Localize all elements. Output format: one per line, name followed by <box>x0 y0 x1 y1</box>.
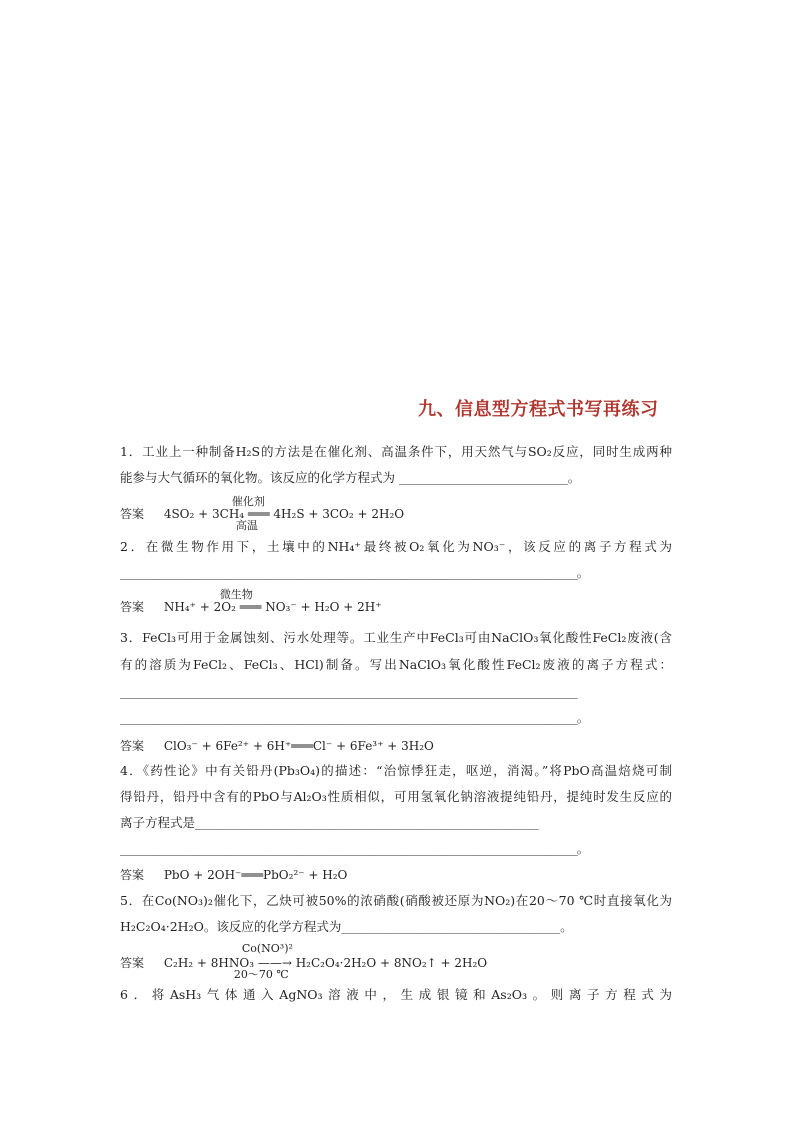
q4-text-line3: 离子方程式是_______________________________________________________ <box>120 815 539 830</box>
q3-text-line4: ______________________________________________________________________。 <box>120 710 589 725</box>
q1-condition-bottom: 高温 <box>235 519 258 532</box>
q4-text-line1: 4．《药性论》中有关铅丹(Pb₃O₄)的描述：“治惊悸狂走，呕逆，消渴。”将PbO高温焙烧可制 <box>120 763 672 778</box>
q5-condition-bottom: 20～70 ℃ <box>233 968 289 981</box>
q1-text-line1: 1．工业上一种制备H₂S的方法是在催化剂、高温条件下，用天然气与SO₂反应，同时生成两种 <box>120 444 672 459</box>
q1-condition-top: 催化剂 <box>231 495 265 508</box>
q4-text-line4: ______________________________________________________________________。 <box>120 841 589 856</box>
page-title: 九、信息型方程式书写再练习 <box>418 399 659 420</box>
q2-equation <box>163 588 382 614</box>
q2-text-line2: ______________________________________________________________________。 <box>120 565 589 580</box>
q5-condition-top: Co(NO³)² <box>241 942 293 955</box>
q3-text-line3: ______________________________________________________________________ <box>120 684 577 699</box>
q4-equation: PbO + 2OH⁻═══PbO₂²⁻ + H₂O <box>163 868 348 882</box>
q5-text-line1: 5．在Co(NO₃)₂催化下，乙炔可被50%的浓硝酸(硝酸被还原为NO₂)在20～70 ℃时直接氧化为 <box>120 893 672 908</box>
answer-label: 答案 <box>120 739 145 753</box>
q3-answer <box>120 737 434 754</box>
answer-label: 答案 <box>120 507 145 521</box>
q3-text-line1: 3．FeCl₃可用于金属蚀刻、污水处理等。工业生产中FeCl₃可由NaClO₃氧化酸性FeCl₂废液(含 <box>120 630 672 645</box>
q3-text-line2: 有的溶质为FeCl₂、FeCl₃、HCl)制备。写出NaClO₃氧化酸性FeCl₂废液的离子方程式： <box>120 657 672 672</box>
answer-label: 答案 <box>120 600 145 614</box>
answer-label: 答案 <box>120 956 145 970</box>
q2-equation-text: NH₄⁺ + 2O₂ ═══ NO₃⁻ + H₂O + 2H⁺ <box>163 600 382 614</box>
q2-text-line1: 2．在微生物作用下，土壤中的NH₄⁺最终被O₂氧化为NO₃⁻，该反应的离子方程式为 <box>120 539 672 554</box>
q2-answer <box>120 588 382 615</box>
q4-text-line2: 得铅丹，铅丹中含有的PbO与Al₂O₃性质相似，可用氢氧化钠溶液提纯铅丹，提纯时发生反应的 <box>120 789 672 804</box>
q1-equation <box>163 495 405 532</box>
q3-equation: ClO₃⁻ + 6Fe²⁺ + 6H⁺═══Cl⁻ + 6Fe³⁺ + 3H₂O <box>163 739 434 753</box>
q1-equation-text: 4SO₂ + 3CH₄ ═══ 4H₂S + 3CO₂ + 2H₂O <box>163 507 405 521</box>
q1-answer <box>120 495 405 532</box>
q5-text-line2: H₂C₂O₄·2H₂O。该反应的化学方程式为___________________________________。 <box>120 919 573 934</box>
q4-answer <box>120 866 347 883</box>
q2-condition-top: 微生物 <box>219 588 253 601</box>
q6-text-line1: 6．将AsH₃气体通入AgNO₃溶液中，生成银镜和As₂O₃。则离子方程式为 <box>120 987 672 1002</box>
q1-text-line2: 能参与大气循环的氧化物。该反应的化学方程式为 ___________________________。 <box>120 470 581 485</box>
q5-equation-text: C₂H₂ + 8HNO₃ ——→ H₂C₂O₄·2H₂O + 8NO₂↑ + 2H₂O <box>163 956 488 970</box>
answer-label: 答案 <box>120 868 145 882</box>
q5-answer <box>120 942 488 981</box>
q5-equation <box>163 942 488 981</box>
